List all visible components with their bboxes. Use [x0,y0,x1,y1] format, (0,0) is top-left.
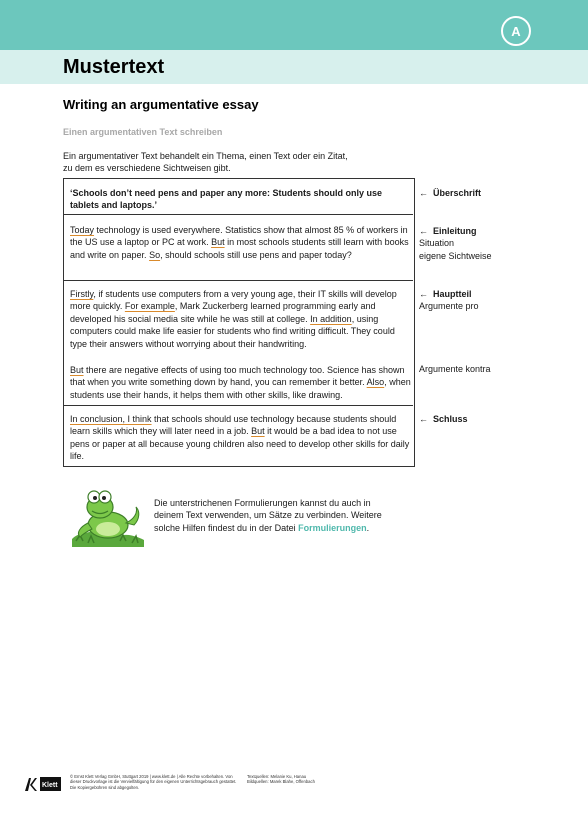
annotation-ueberschrift [419,187,481,199]
text-run: technology is used everywhere. Statistics show that almost 85 % of workers in the US use a laptop or PC at work. [70,225,408,248]
divider [64,214,413,215]
credits-line: Bildquellen: Marek Blahe, Offenbach [247,779,315,785]
intro-line-1: Ein argumentativer Text behandelt ein Thema, einen Text oder ein Zitat, [63,151,348,161]
logo-text: Klett [42,782,58,789]
annotation-label: Einleitung [433,226,477,236]
annotation-sublabel: Situation [419,238,455,249]
tip-text [154,497,394,534]
annotation-schluss [419,413,468,425]
text-run: in most schools students still learn with books and write on paper. [70,237,409,260]
header-bar [0,0,588,50]
text-run: it would be a bad idea to not use pens or paper at all because young children also need to develop other skills for daily life. [70,426,410,462]
annotation-label: Schluss [433,414,468,424]
linking-phrase: For example [124,301,175,312]
arrow-left-icon: ← [419,289,428,299]
annotation-sublabel: Argumente kontra [419,364,491,374]
text-run: , should schools still use pens and paper today? [160,249,352,260]
intro-line-2: zu dem es verschiedene Sichtweisen gibt. [63,163,231,173]
text-run: there are negative effects of using too much technology too. Science has shown that when you write something down by hand, you can remember it better. [70,365,405,388]
text-run: , if students use computers from a very young age, their IT skills will develop more quickly. [70,289,397,312]
copyright-text: © Ernst Klett Verlag GmbH, Stuttgart 2019 | www.klett.de | Alle Rechte vorbehalten. Von dieser Druckvorlage ist die Vervielfältigung für den eigenen Unterrichtsgebrauch gestattet. Die Kopiergebühren sind abgegolten. [70,774,237,790]
text-run: , when students use their hands, it helps them with other skills, like drawing. [70,377,411,400]
linking-phrase: Today [70,225,95,235]
level-badge: A [501,16,531,46]
linking-phrase: In conclusion, I think [70,414,152,424]
essay-conclusion [70,413,412,463]
arrow-left-icon: ← [419,188,428,198]
linking-phrase: So [149,249,161,260]
tip-body: Die unterstrichenen Formulierungen kannst du auch in deinem Text verwenden, um Sätze zu verbinden. Weitere solche Hilfen findest du in der Datei [154,498,382,533]
essay-title [70,187,412,212]
annotation-kontra [419,363,491,375]
linking-phrase: Also [366,377,385,388]
linking-phrase: But [251,426,265,437]
tip-end: . [366,522,370,533]
annotation-sublabel: eigene Sichtweise [419,250,492,261]
linking-phrase: But [70,365,84,375]
arrow-left-icon: ← [419,226,428,236]
annotation-hauptteil [419,288,479,313]
essay-title-line-1: ‘Schools don’t need pens and paper any more: Students should only use [70,188,383,198]
credits-text [247,774,357,785]
text-run: , using computers could make life easier for students who find writing difficult. They could type their answers without worrying about their handwriting. [70,313,395,349]
klett-logo-icon [24,776,62,792]
essay-introduction [70,224,412,261]
main-heading: Writing an argumentative essay [63,97,259,112]
text-run: that schools should use technology because students should learn skills which they will later need in a job. [70,414,397,437]
arrow-left-icon: ← [419,414,428,424]
linking-phrase: Firstly [70,289,94,299]
annotation-label: Hauptteil [433,289,472,299]
credits-line: Textquellen: Melanie Ku, Hanau [247,774,307,779]
essay-pro-arguments [70,288,412,350]
essay-box [63,178,415,467]
linking-phrase: But [211,237,225,248]
divider [64,280,413,281]
essay-contra-arguments [70,364,412,401]
divider [64,405,413,406]
sub-heading: Einen argumentativen Text schreiben [63,127,223,137]
linking-phrase: In addition [310,313,352,324]
formulierungen-link[interactable]: Formulierungen [298,522,367,533]
annotation-einleitung [419,225,492,262]
frog-mascot-icon [70,483,146,547]
essay-title-line-2: tablets and laptops.’ [70,200,158,211]
page-title: Mustertext [63,56,165,78]
text-run: , Mark Zuckerberg learned programming early and developed his social media site while he was still at college. [70,301,376,324]
annotation-label: Überschrift [433,188,482,198]
annotation-sublabel: Argumente pro [419,301,479,312]
intro-text [63,150,393,174]
